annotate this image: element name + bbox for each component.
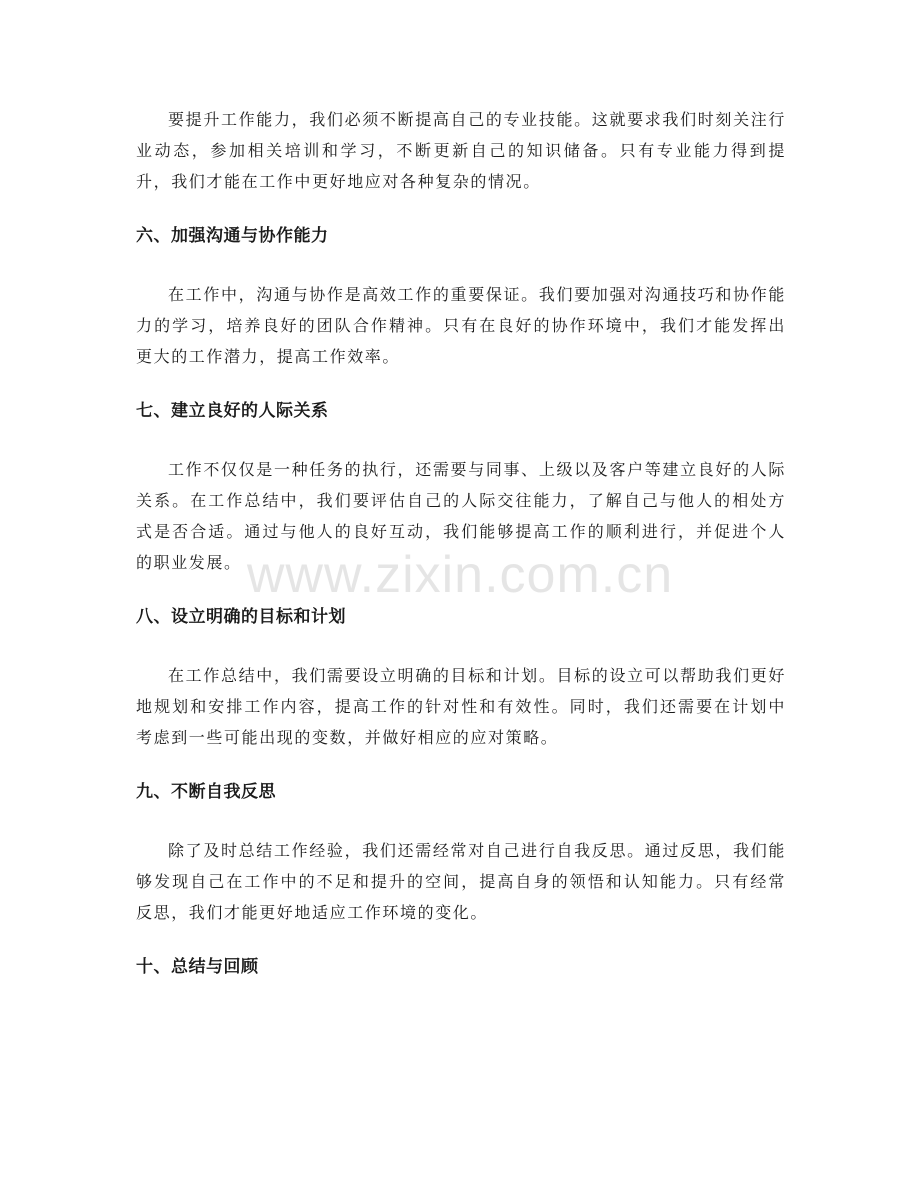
watermark-text: www.zixin.com.cn bbox=[246, 546, 674, 604]
heading-section-9: 九、不断自我反思 bbox=[136, 782, 276, 802]
paragraph-section-8: 在工作总结中，我们需要设立明确的目标和计划。目标的设立可以帮助我们更好地规划和安排工作内容，提高工作的针对性和有效性。同时，我们还需要在计划中考虑到一些可能出现的变数，并做好相应的应对策略。 bbox=[136, 666, 786, 747]
heading-section-10: 十、总结与回顾 bbox=[136, 957, 259, 977]
document-body bbox=[136, 104, 786, 980]
heading-section-7: 七、建立良好的人际关系 bbox=[136, 401, 329, 421]
paragraph-section-9: 除了及时总结工作经验，我们还需经常对自己进行自我反思。通过反思，我们能够发现自己在工作中的不足和提升的空间，提高自身的领悟和认知能力。只有经常反思，我们才能更好地适应工作环境的变化。 bbox=[136, 841, 786, 922]
heading-section-6: 六、加强沟通与协作能力 bbox=[136, 226, 329, 246]
paragraph-intro: 要提升工作能力，我们必须不断提高自己的专业技能。这就要求我们时刻关注行业动态，参加相关培训和学习，不断更新自己的知识储备。只有专业能力得到提升，我们才能在工作中更好地应对各种复杂的情况。 bbox=[136, 110, 786, 191]
paragraph-section-6: 在工作中，沟通与协作是高效工作的重要保证。我们要加强对沟通技巧和协作能力的学习，培养良好的团队合作精神。只有在良好的协作环境中，我们才能发挥出更大的工作潜力，提高工作效率。 bbox=[136, 285, 786, 366]
paragraph-section-7: 工作不仅仅是一种任务的执行，还需要与同事、上级以及客户等建立良好的人际关系。在工作总结中，我们要评估自己的人际交往能力，了解自己与他人的相处方式是否合适。通过与他人的良好互动，我们能够提高工作的顺利进行，并促进个人的职业发展。 bbox=[136, 460, 786, 572]
heading-section-8: 八、设立明确的目标和计划 bbox=[136, 607, 346, 627]
